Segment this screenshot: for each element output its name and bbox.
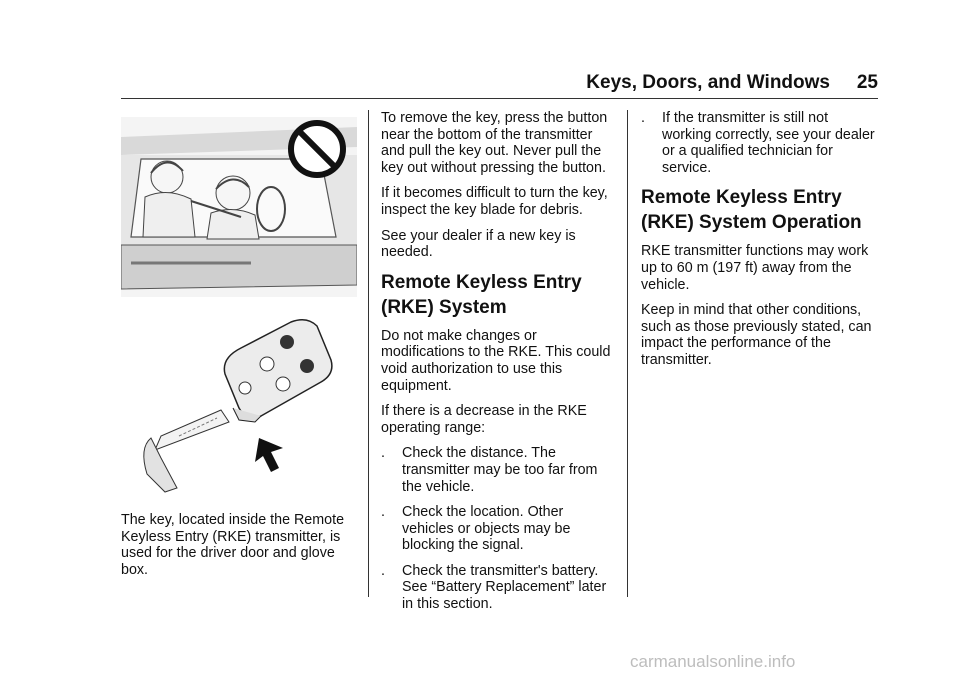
rke-range-paragraph: RKE transmitter functions may work up to 60 m (197 ft) away from the vehicle. xyxy=(641,243,869,293)
column-divider-2 xyxy=(627,110,628,597)
watermark-link[interactable]: carmanualsonline.info xyxy=(630,652,796,671)
header-rule xyxy=(121,98,878,99)
list-item-text: Check the distance. The transmitter may be too far from the vehicle. xyxy=(402,445,598,495)
page-number: 25 xyxy=(856,72,878,93)
bullet-marker: . xyxy=(641,110,645,126)
list-item xyxy=(381,563,616,613)
column-divider-1 xyxy=(368,110,369,597)
bullet-marker: . xyxy=(381,562,385,579)
bullet-marker: . xyxy=(381,504,385,521)
rke-modifications-paragraph: Do not make changes or modifications to the RKE. This could void authorization to use this equipment. xyxy=(381,327,611,394)
list-item-text: Check the transmitter's battery. See “Battery Replacement” later in this section. xyxy=(402,562,607,613)
list-item-text: Check the location. Other vehicles or objects may be blocking the signal. xyxy=(402,504,571,554)
list-item-text: If the transmitter is still not working correctly, see your dealer or a qualified technician for service. xyxy=(662,110,875,176)
key-fob-illustration xyxy=(121,308,357,504)
list-item xyxy=(381,504,616,554)
key-debris-paragraph: If it becomes difficult to turn the key, inspect the key blade for debris. xyxy=(381,185,608,218)
header-title: Keys, Doors, and Windows xyxy=(586,72,830,93)
column-2 xyxy=(381,110,616,622)
remove-key-paragraph: To remove the key, press the button near the bottom of the transmitter and pull the key out. Never pull the key out without pressing the button. xyxy=(381,110,608,176)
operating-range-paragraph: If there is a decrease in the RKE operating range: xyxy=(381,403,587,436)
children-in-car-illustration xyxy=(121,117,357,297)
column-1 xyxy=(121,512,357,587)
list-item xyxy=(641,110,878,176)
rke-conditions-paragraph: Keep in mind that other conditions, such as those previously stated, can impact the performance of the transmitter. xyxy=(641,302,872,368)
key-caption: The key, located inside the Remote Keyless Entry (RKE) transmitter, is used for the driver door and glove box. xyxy=(121,512,345,578)
list-item xyxy=(381,445,616,495)
column-3 xyxy=(641,110,878,378)
rke-system-heading: Remote Keyless Entry (RKE) System xyxy=(381,271,582,318)
bullet-marker: . xyxy=(381,445,385,462)
rke-operation-heading: Remote Keyless Entry (RKE) System Operation xyxy=(641,187,862,234)
new-key-paragraph: See your dealer if a new key is needed. xyxy=(381,227,576,261)
